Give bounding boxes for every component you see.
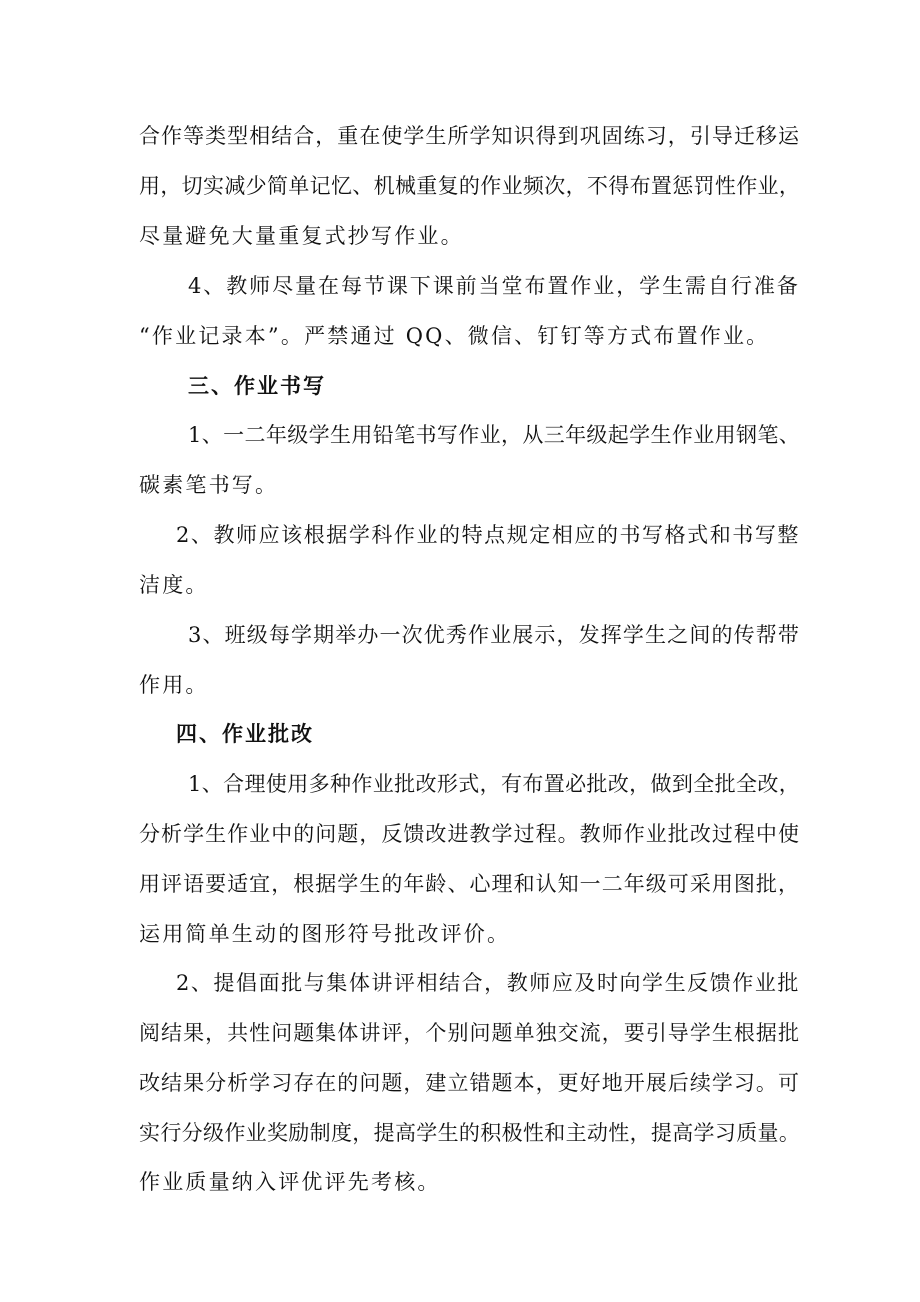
paragraph-line: 2、教师应该根据学科作业的特点规定相应的书写格式和书写整	[176, 523, 800, 547]
section-heading-writing: 三、作业书写	[188, 373, 326, 398]
paragraph-line: 尽量避免大量重复式抄写作业。	[139, 224, 464, 248]
paragraph-line: 4、教师尽量在每节课下课前当堂布置作业，学生需自行准备	[188, 274, 800, 298]
paragraph-line: 用，切实减少简单记忆、机械重复的作业频次，不得布置惩罚性作业，	[139, 174, 801, 198]
paragraph-line: 分析学生作业中的问题，反馈改进教学过程。教师作业批改过程中使	[139, 822, 800, 846]
paragraph-line: 合作等类型相结合，重在使学生所学知识得到巩固练习，引导迁移运	[139, 124, 800, 148]
paragraph-line: 洁度。	[139, 573, 209, 597]
paragraph-line: 1、一二年级学生用铅笔书写作业，从三年级起学生作业用钢笔、	[188, 423, 801, 447]
paragraph-line: 1、合理使用多种作业批改形式，有布置必批改，做到全批全改，	[188, 772, 801, 796]
paragraph-line: 实行分级作业奖励制度，提高学生的积极性和主动性，提高学习质量。	[139, 1121, 801, 1145]
paragraph-line: 阅结果，共性问题集体讲评，个别问题单独交流，要引导学生根据批	[139, 1021, 800, 1045]
paragraph-line: 碳素笔书写。	[139, 473, 279, 497]
paragraph-line: 作业质量纳入评优评先考核。	[139, 1170, 441, 1194]
paragraph-line: 用评语要适宜，根据学生的年龄、心理和认知一二年级可采用图批，	[139, 872, 800, 896]
paragraph-line: 3、班级每学期举办一次优秀作业展示，发挥学生之间的传帮带	[188, 623, 800, 647]
paragraph-line: 运用简单生动的图形符号批改评价。	[139, 922, 511, 946]
section-heading-correction: 四、作业批改	[176, 721, 314, 746]
paragraph-line: 2、提倡面批与集体讲评相结合，教师应及时向学生反馈作业批	[176, 971, 800, 995]
paragraph-line: 改结果分析学习存在的问题，建立错题本，更好地开展后续学习。可	[139, 1071, 800, 1095]
paragraph-line: 作用。	[139, 673, 209, 697]
paragraph-line: “作业记录本”。严禁通过 QQ、微信、钉钉等方式布置作业。	[139, 324, 770, 348]
